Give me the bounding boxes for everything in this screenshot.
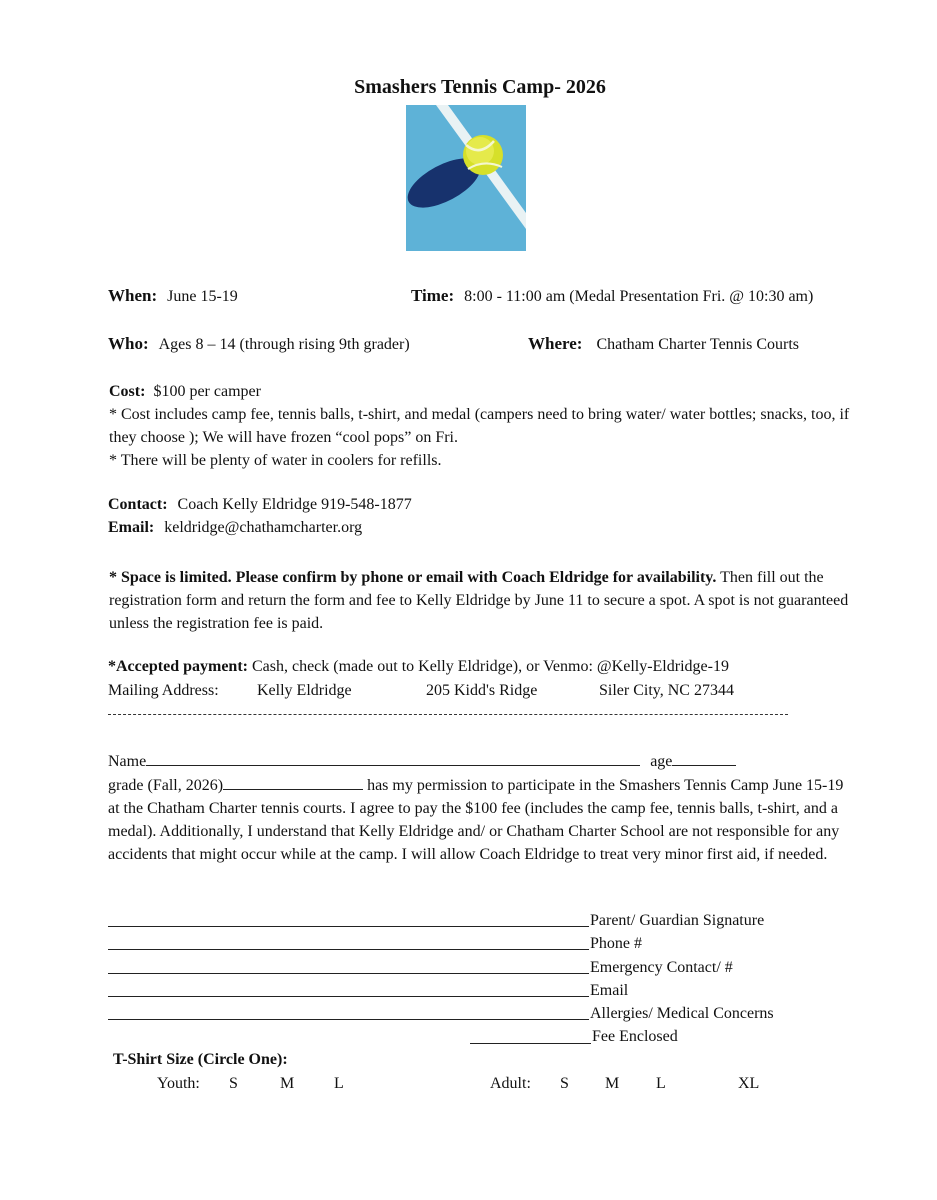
space-notice <box>109 566 854 635</box>
contact-row <box>108 496 412 514</box>
guardian-signature-field[interactable] <box>108 926 589 927</box>
when-value: June 15-19 <box>167 288 238 305</box>
name-field[interactable] <box>146 751 640 766</box>
where-label: Where: <box>528 334 583 353</box>
contact-value: Coach Kelly Eldridge 919-548-1877 <box>177 496 412 513</box>
phone-field[interactable] <box>108 949 589 950</box>
youth-label: Youth: <box>157 1075 200 1092</box>
where-row <box>528 334 799 354</box>
adult-size-l[interactable]: L <box>656 1075 666 1092</box>
cut-line-divider <box>108 714 788 715</box>
when-row <box>108 286 238 306</box>
adult-size-xl[interactable]: XL <box>738 1075 760 1092</box>
when-label: When: <box>108 286 158 305</box>
youth-size-s[interactable]: S <box>229 1075 238 1092</box>
email-value: keldridge@chathamcharter.org <box>164 519 363 536</box>
email-field-label: Email <box>590 982 629 999</box>
fee-enclosed-label: Fee Enclosed <box>592 1028 678 1045</box>
emergency-contact-label: Emergency Contact/ # <box>590 959 733 976</box>
payment-value: Cash, check (made out to Kelly Eldridge), or Venmo: @Kelly-Eldridge-19 <box>247 658 729 675</box>
cost-section <box>109 380 854 472</box>
who-label: Who: <box>108 334 149 353</box>
cost-note-1: * Cost includes camp fee, tennis balls, t-shirt, and medal (campers need to bring water/ water bottles; snacks, too, if they choose ); We will have frozen “cool pops” on Fri. <box>109 406 850 446</box>
payment-row <box>108 658 729 676</box>
adult-label: Adult: <box>490 1075 531 1092</box>
mailing-street: 205 Kidd's Ridge <box>426 682 538 699</box>
name-row <box>108 751 736 771</box>
time-label: Time: <box>411 286 455 305</box>
allergies-field[interactable] <box>108 1019 589 1020</box>
age-label: age <box>650 753 673 770</box>
email-row <box>108 519 362 537</box>
youth-size-l[interactable]: L <box>334 1075 344 1092</box>
cost-label: Cost: <box>109 383 146 400</box>
time-value: 8:00 - 11:00 am (Medal Presentation Fri. @ 10:30 am) <box>464 288 814 305</box>
tshirt-heading: T-Shirt Size (Circle One): <box>113 1051 288 1068</box>
adult-size-m[interactable]: M <box>605 1075 620 1092</box>
payment-label: *Accepted payment: <box>108 658 248 675</box>
permission-text: has my permission to participate in the Smashers Tennis Camp June 15-19 at the Chatham Charter tennis courts. I agree to pay the $100 fee (includes the camp fee, tennis balls, t-shirt, and a medal). Additionally, I understand that Kelly Eldridge and/ or Chatham Charter School are not responsible for any accidents that might occur while at the camp. I will allow Coach Eldridge to treat very minor first aid, if needed. <box>108 777 844 863</box>
space-notice-bold: * Space is limited. Please confirm by phone or email with Coach Eldridge for availability. <box>109 569 717 586</box>
name-label: Name <box>108 753 147 770</box>
mailing-city: Siler City, NC 27344 <box>599 682 734 699</box>
email-field[interactable] <box>108 996 589 997</box>
who-row <box>108 334 410 354</box>
grade-field[interactable] <box>223 775 363 790</box>
tennis-ball-on-court-icon <box>406 105 526 251</box>
email-label: Email: <box>108 519 155 536</box>
page-title: Smashers Tennis Camp- 2026 <box>354 76 606 98</box>
fee-enclosed-field[interactable] <box>470 1043 591 1044</box>
youth-size-m[interactable]: M <box>280 1075 295 1092</box>
space-notice-rest: Then fill out the registration form and return the form and fee to Kelly Eldridge by June 11 to secure a spot. A spot is not guaranteed unless the registration fee is paid. <box>109 569 849 632</box>
mailing-name: Kelly Eldridge <box>257 682 352 699</box>
contact-label: Contact: <box>108 496 168 513</box>
who-value: Ages 8 – 14 (through rising 9th grader) <box>158 336 410 353</box>
phone-label: Phone # <box>590 935 642 952</box>
grade-label: grade (Fall, 2026) <box>108 777 224 794</box>
cost-value: $100 per camper <box>153 383 261 400</box>
allergies-label: Allergies/ Medical Concerns <box>590 1005 774 1022</box>
age-field[interactable] <box>672 751 736 766</box>
where-value: Chatham Charter Tennis Courts <box>596 336 800 353</box>
adult-size-s[interactable]: S <box>560 1075 569 1092</box>
cost-note-2: * There will be plenty of water in coolers for refills. <box>109 452 442 469</box>
guardian-signature-label: Parent/ Guardian Signature <box>590 912 765 929</box>
mailing-label: Mailing Address: <box>108 682 219 699</box>
emergency-contact-field[interactable] <box>108 973 589 974</box>
permission-paragraph <box>108 774 858 866</box>
time-row <box>411 286 813 306</box>
